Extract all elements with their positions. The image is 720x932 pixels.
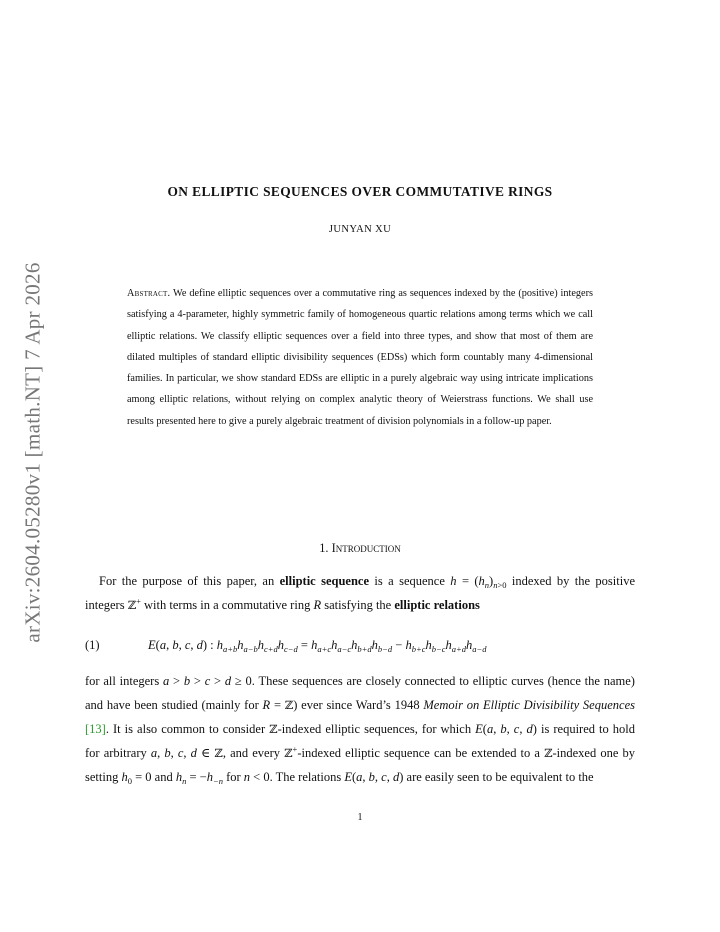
- memoir-title: Memoir on Elliptic Divisibility Sequences: [423, 698, 635, 712]
- section-title: Introduction: [331, 541, 401, 555]
- paper-author: JUNYAN XU: [328, 224, 392, 235]
- intro-paragraph-1: For the purpose of this paper, an elliptic sequence is a sequence $h = (h_n)_{n>0}$ indexed by the positive integers ℤ+ with terms in a commutative ring R satisfying the elliptic relations: [85, 574, 636, 612]
- term-elliptic-sequence: elliptic sequence: [279, 574, 370, 588]
- section-number: 1.: [319, 541, 329, 555]
- page-number: 1: [357, 812, 363, 823]
- equation-body: E(a, b, c, d) : $h_{a+b}h_{a-b}h_{c+d}h_{c-d} = h_{a+c}h_{a-c}h_{b+d}h_{b-d} - h_{b+c}h_{b-c}h_{a+d}h_{a-d}$: [148, 638, 487, 654]
- term-elliptic-relations: elliptic relations: [394, 598, 480, 612]
- equation-1: [85, 633, 635, 657]
- abstract: [127, 283, 593, 432]
- abstract-label: Abstract.: [127, 288, 171, 299]
- arxiv-stamp: [14, 252, 52, 652]
- arxiv-identifier: arXiv:2604.05280v1 [math.NT] 7 Apr 2026: [20, 261, 45, 643]
- section-heading: [0, 541, 720, 556]
- math-sequence-h: h: [450, 574, 457, 588]
- abstract-text: We define elliptic sequences over a commutative ring as sequences indexed by the (positive) integers satisfying a 4-parameter, highly symmetric family of homogeneous quartic relations among terms which we call elliptic relations. We classify elliptic sequences over a field into three types, and show that most of them are dilated multiples of standard elliptic divisibility sequences (EDSs) which form countably many 4-dimensional families. In particular, we show standard EDSs are elliptic in a purely algebraic way using intricate implications among elliptic relations, without relying on complex analytic theory of Weierstrass functions. We shall use results presented here to give a purely algebraic treatment of division polynomials in a follow-up paper.: [127, 288, 593, 427]
- paper-title: ON ELLIPTIC SEQUENCES OVER COMMUTATIVE RINGS: [167, 184, 553, 199]
- citation-link[interactable]: [13]: [85, 722, 106, 736]
- intro-paragraph-2: for all integers a > b > c > d ≥ 0. These sequences are closely connected to elliptic curves (hence the name) and have been studied (mainly for R = ℤ) ever since Ward’s 1948 Memoir on Elliptic Divisibility Sequences [13]. It is also common to consider ℤ-indexed elliptic sequences, for which E(a, b, c, d) is required to hold for arbitrary a, b, c, d ∈ ℤ, and every ℤ+-indexed elliptic sequence can be extended to a ℤ-indexed one by setting $h_0 = 0$ and $h_n = -h_{-n}$ for n < 0. The relations E(a, b, c, d) are easily seen to be equivalent to the: [85, 674, 636, 786]
- equation-number: (1): [85, 638, 100, 652]
